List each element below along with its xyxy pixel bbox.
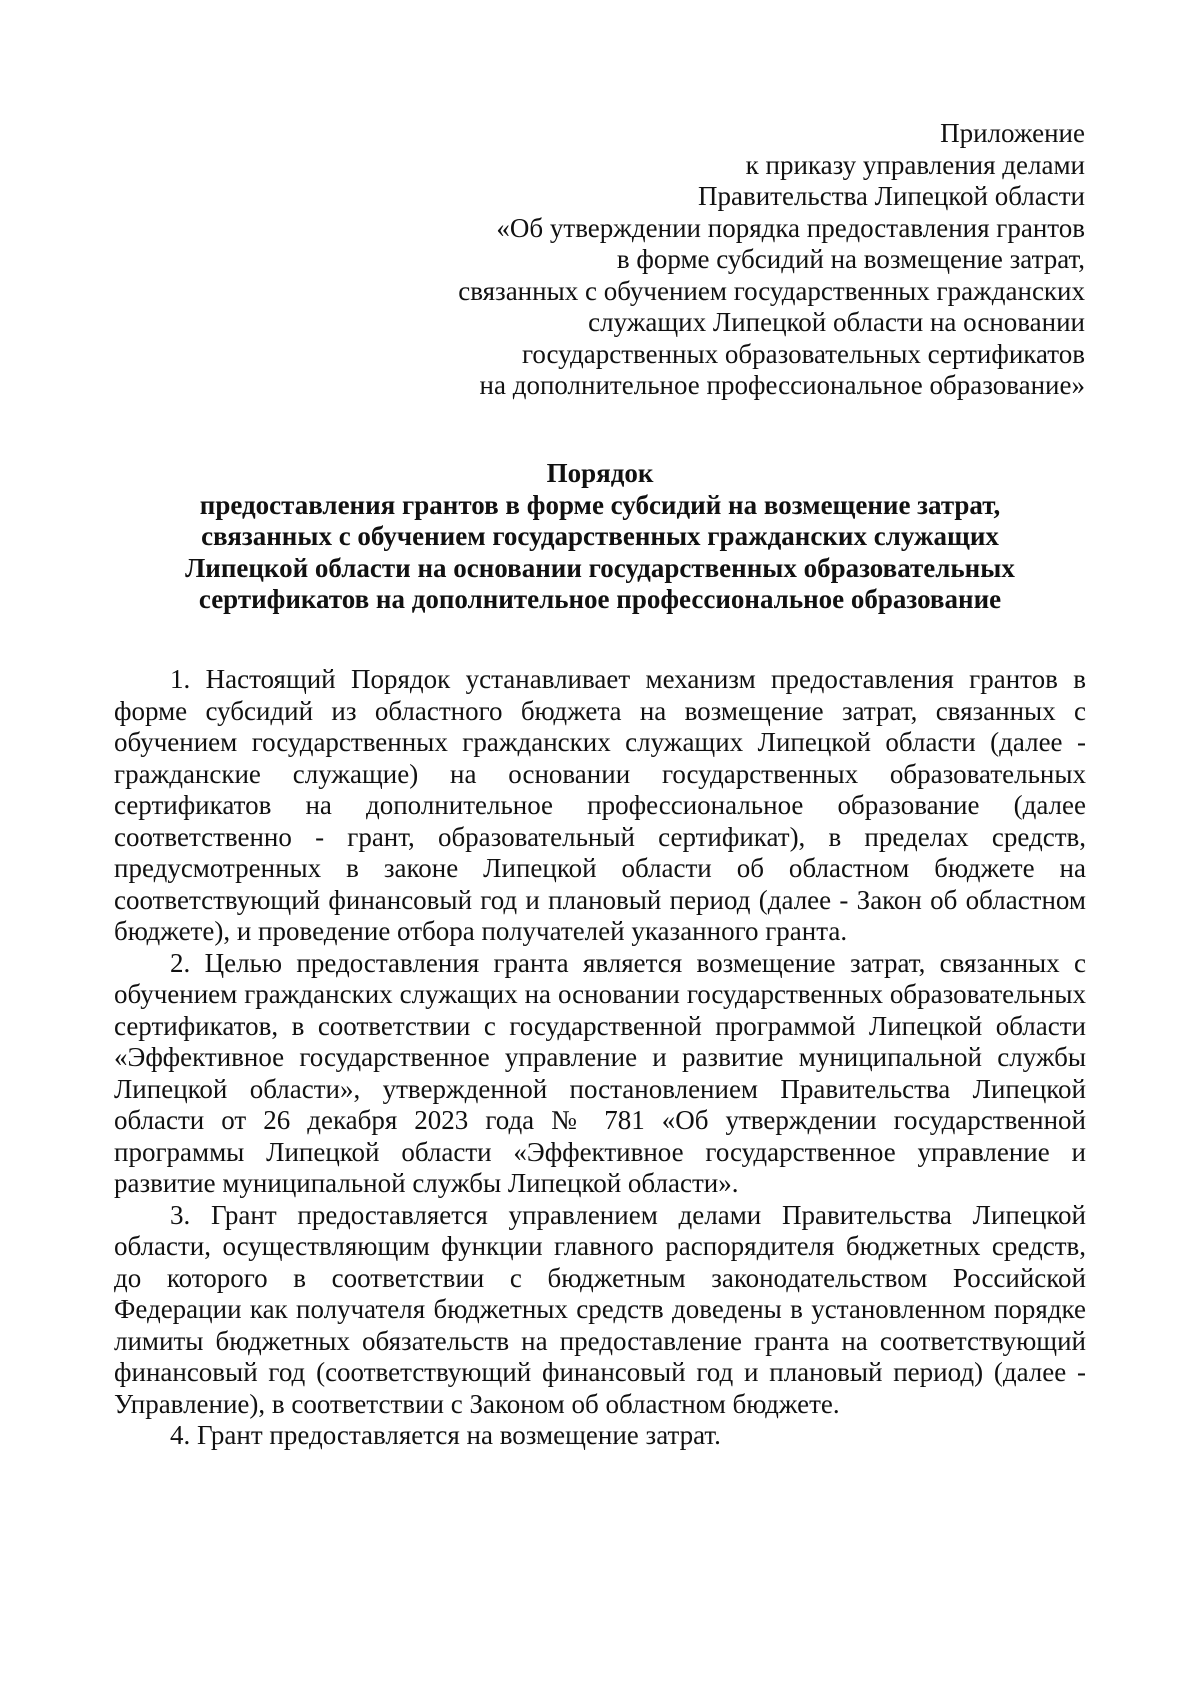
title-line: сертификатов на дополнительное профессиональное образование <box>198 584 1002 614</box>
appendix-line: служащих Липецкой области на основании <box>588 307 1085 337</box>
appendix-line: государственных образовательных сертификатов <box>521 338 1085 369</box>
appendix-line: к приказу управления делами <box>745 149 1085 180</box>
document-body <box>114 664 1086 1452</box>
paragraph-1: 1. Настоящий Порядок устанавливает механизм предоставления грантов в форме субсидий из областного бюджета на возмещение затрат, связанных с обучением государственных гражданских служащих Липецкой области (далее - гражданские служащие) на основании государственных образовательных сертификатов на дополнительное профессиональное образование (далее соответственно - грант, образовательный сертификат), в пределах средств, предусмотренных в законе Липецкой области об областном бюджете на соответствующий финансовый год и плановый период (далее - Закон об областном бюджете), и проведение отбора получателей указанного гранта. <box>114 664 1086 946</box>
paragraph-3: 3. Грант предоставляется управлением делами Правительства Липецкой области, осуществляющим функции главного распорядителя бюджетных средств, до которого в соответствии с бюджетным законодательством Российской Федерации как получателя бюджетных средств доведены в установленном порядке лимиты бюджетных обязательств на предоставление гранта на соответствующий финансовый год (соответствующий финансовый год и плановый период) (далее - Управление), в соответствии с Законом об областном бюджете. <box>114 1199 1086 1419</box>
title-line: предоставления грантов в форме субсидий на возмещение затрат, <box>199 489 1001 520</box>
appendix-line: «Об утверждении порядка предоставления грантов <box>496 212 1085 243</box>
appendix-line: в форме субсидий на возмещение затрат, <box>616 244 1085 274</box>
paragraph-2: 2. Целью предоставления гранта является возмещение затрат, связанных с обучением гражданских служащих на основании государственных образовательных сертификатов, в соответствии с государственной программой Липецкой области «Эффективное государственное управление и развитие муниципальной службы Липецкой области», утвержденной постановлением Правительства Липецкой области от 26 декабря 2023 года № 781 «Об утверждении государственной программы Липецкой области «Эффективное государственное управление и развитие муниципальной службы Липецкой области». <box>114 947 1086 1198</box>
title-line: связанных с обучением государственных гражданских служащих <box>201 521 999 551</box>
appendix-header <box>385 118 1085 402</box>
appendix-line: связанных с обучением государственных гражданских <box>458 275 1085 306</box>
title-heading: Порядок <box>546 458 654 488</box>
document-title <box>115 458 1085 616</box>
appendix-line: Правительства Липецкой области <box>697 181 1085 211</box>
appendix-line: Приложение <box>940 118 1085 148</box>
paragraph-4: 4. Грант предоставляется на возмещение затрат. <box>170 1420 721 1450</box>
title-line: Липецкой области на основании государственных образовательных <box>185 552 1015 583</box>
appendix-line: на дополнительное профессиональное образование» <box>479 370 1085 400</box>
